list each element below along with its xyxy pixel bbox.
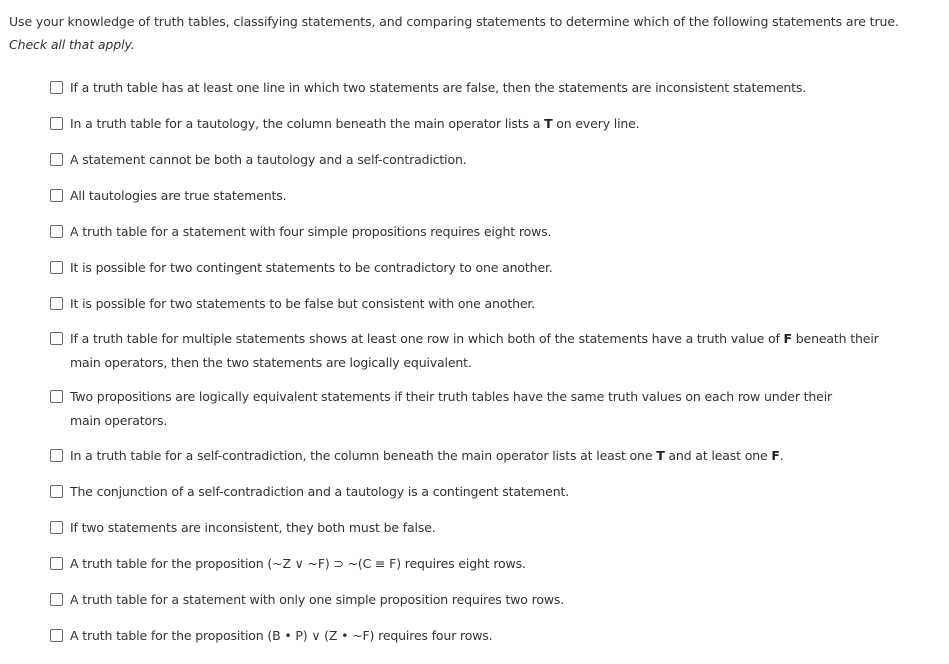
option-label: Two propositions are logically equivalent statements if their truth tables have the same truth values on each row under their main operators. [70, 389, 833, 428]
checkbox[interactable] [50, 390, 63, 403]
option-label: A statement cannot be both a tautology and a self-contradiction. [70, 152, 467, 167]
option-6[interactable] [50, 256, 553, 280]
option-label: A truth table for a statement with four simple propositions requires eight rows. [70, 224, 552, 239]
option-12[interactable] [50, 516, 436, 540]
option-11[interactable] [50, 480, 569, 504]
option-label: In a truth table for a tautology, the column beneath the main operator lists a T on every line. [70, 116, 640, 131]
checkbox[interactable] [50, 593, 63, 606]
question-instructions [9, 10, 934, 56]
checkbox[interactable] [50, 629, 63, 642]
checkbox[interactable] [50, 117, 63, 130]
option-1[interactable] [50, 76, 806, 100]
checkbox[interactable] [50, 332, 63, 345]
instructions-emphasis: Check all that apply. [9, 37, 135, 52]
option-label: The conjunction of a self-contradiction and a tautology is a contingent statement. [70, 484, 570, 499]
option-label: If two statements are inconsistent, they both must be false. [70, 520, 436, 535]
option-label: In a truth table for a self-contradiction, the column beneath the main operator lists at least one T and at least one F. [70, 448, 784, 463]
option-label: It is possible for two statements to be false but consistent with one another. [70, 296, 536, 311]
checkbox[interactable] [50, 449, 63, 462]
option-label: If a truth table has at least one line in which two statements are false, then the statements are inconsistent statements. [70, 80, 807, 95]
option-label: A truth table for the proposition (B • P) ∨ (Z • ~F) requires four rows. [70, 628, 493, 643]
option-2[interactable] [50, 112, 640, 136]
checkbox[interactable] [50, 485, 63, 498]
checkbox[interactable] [50, 261, 63, 274]
checkbox[interactable] [50, 153, 63, 166]
option-label: If a truth table for multiple statements shows at least one row in which both of the statements have a truth value of F beneath their main operators, then the two statements are logically equivalent. [70, 331, 879, 370]
option-5[interactable] [50, 220, 551, 244]
checkbox[interactable] [50, 297, 63, 310]
option-13[interactable] [50, 552, 526, 576]
option-8[interactable] [50, 327, 910, 375]
option-10[interactable] [50, 444, 784, 468]
option-label: A truth table for a statement with only one simple proposition requires two rows. [70, 592, 565, 607]
option-label: A truth table for the proposition (~Z ∨ ~F) ⊃ ~(C ≡ F) requires eight rows. [70, 556, 526, 571]
checkbox[interactable] [50, 521, 63, 534]
instructions-text: Use your knowledge of truth tables, classifying statements, and comparing statements to determine which of the following statements are true. [9, 14, 899, 29]
option-15[interactable] [50, 624, 492, 648]
option-4[interactable] [50, 184, 286, 208]
checkbox[interactable] [50, 557, 63, 570]
option-label: It is possible for two contingent statements to be contradictory to one another. [70, 260, 553, 275]
checkbox[interactable] [50, 81, 63, 94]
option-9[interactable] [50, 385, 865, 433]
option-3[interactable] [50, 148, 467, 172]
option-7[interactable] [50, 292, 535, 316]
checkbox[interactable] [50, 189, 63, 202]
option-14[interactable] [50, 588, 564, 612]
option-label: All tautologies are true statements. [70, 188, 287, 203]
checkbox[interactable] [50, 225, 63, 238]
